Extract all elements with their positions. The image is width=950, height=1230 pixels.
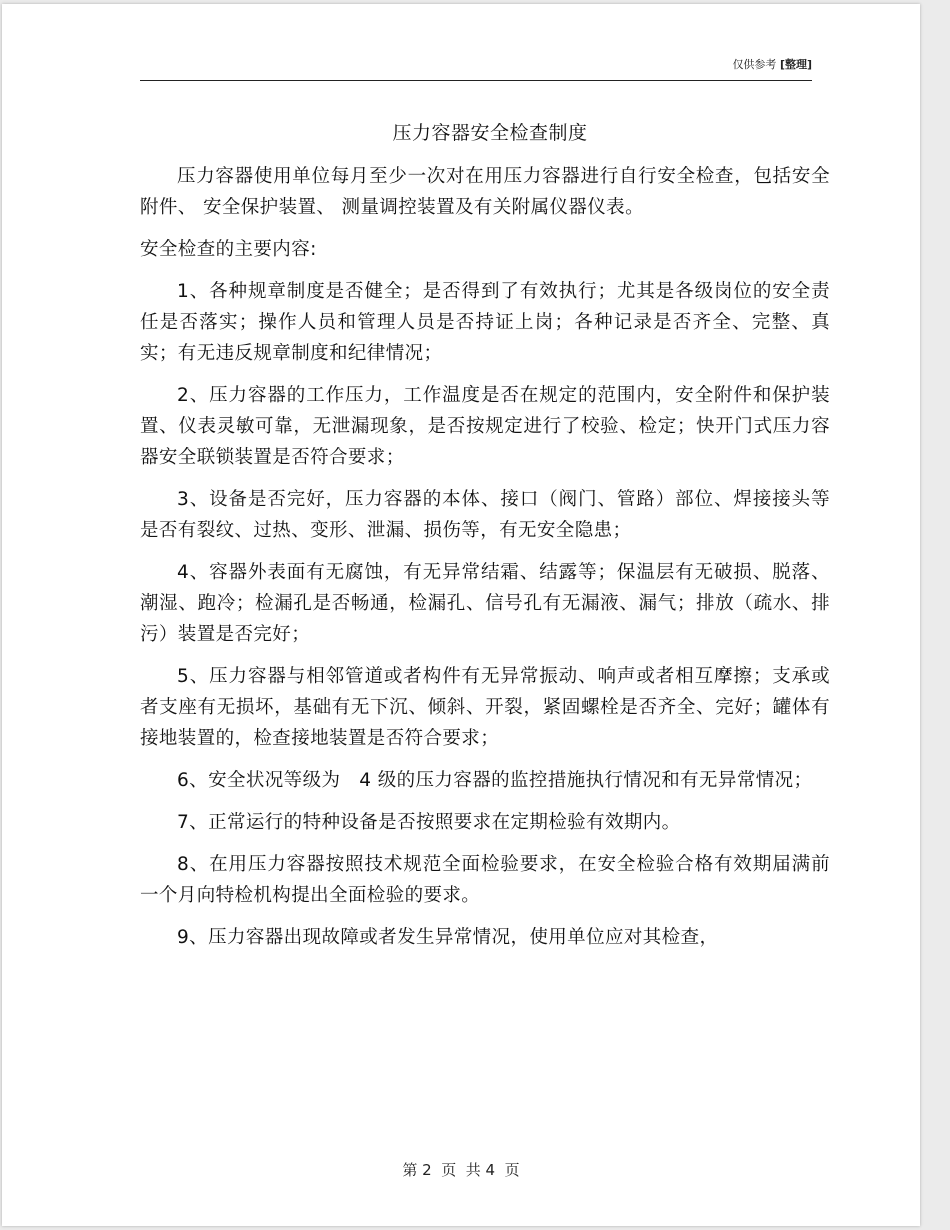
- document-body: [140, 161, 830, 964]
- list-item: 3、设备是否完好，压力容器的本体、接口（阀门、管路）部位、焊接接头等是否有裂纹、过热、变形、泄漏、损伤等，有无安全隐患；: [140, 489, 830, 541]
- list-item: 1、各种规章制度是否健全；是否得到了有效执行；尤其是各级岗位的安全责任是否落实；操作人员和管理人员是否持证上岗；各种记录是否齐全、完整、真实；有无违反规章制度和纪律情况；: [140, 281, 830, 364]
- document-title: 压力容器安全检查制度: [392, 122, 588, 144]
- list-item: 6、安全状况等级为 4 级的压力容器的监控措施执行情况和有无异常情况；: [177, 770, 813, 791]
- section-label: 安全检查的主要内容:: [140, 239, 317, 260]
- header-note: [732, 58, 812, 72]
- list-item: 2、压力容器的工作压力，工作温度是否在规定的范围内，安全附件和保护装置、仪表灵敏可靠，无泄漏现象，是否按规定进行了校验、检定；快开门式压力容器安全联锁装置是否符合要求；: [140, 385, 830, 468]
- document-page: [2, 4, 920, 1226]
- list-item: 5、压力容器与相邻管道或者构件有无异常振动、响声或者相互摩擦；支承或者支座有无损坏，基础有无下沉、倾斜、开裂，紧固螺栓是否齐全、完好；罐体有接地装置的，检查接地装置是否符合要求；: [140, 666, 830, 749]
- list-item: 7、正常运行的特种设备是否按照要求在定期检验有效期内。: [177, 812, 681, 833]
- header-note-text: 仅供参考: [732, 58, 777, 71]
- list-item: 8、在用压力容器按照技术规范全面检验要求，在安全检验合格有效期届满前一个月向特检机构提出全面检验的要求。: [140, 854, 830, 906]
- header-tag: [整理]: [779, 58, 812, 71]
- list-item: 9、压力容器出现故障或者发生异常情况，使用单位应对其检查，: [177, 927, 719, 948]
- intro-paragraph: 压力容器使用单位每月至少一次对在用压力容器进行自行安全检查，包括安全附件、 安全保护装置、 测量调控装置及有关附属仪器仪表。: [140, 166, 830, 218]
- page-footer: 第 2 页 共 4 页: [402, 1161, 520, 1179]
- page-header: [140, 58, 812, 81]
- list-item: 4、容器外表面有无腐蚀，有无异常结霜、结露等；保温层有无破损、脱落、潮湿、跑冷；检漏孔是否畅通，检漏孔、信号孔有无漏液、漏气；排放（疏水、排污）装置是否完好；: [140, 562, 830, 645]
